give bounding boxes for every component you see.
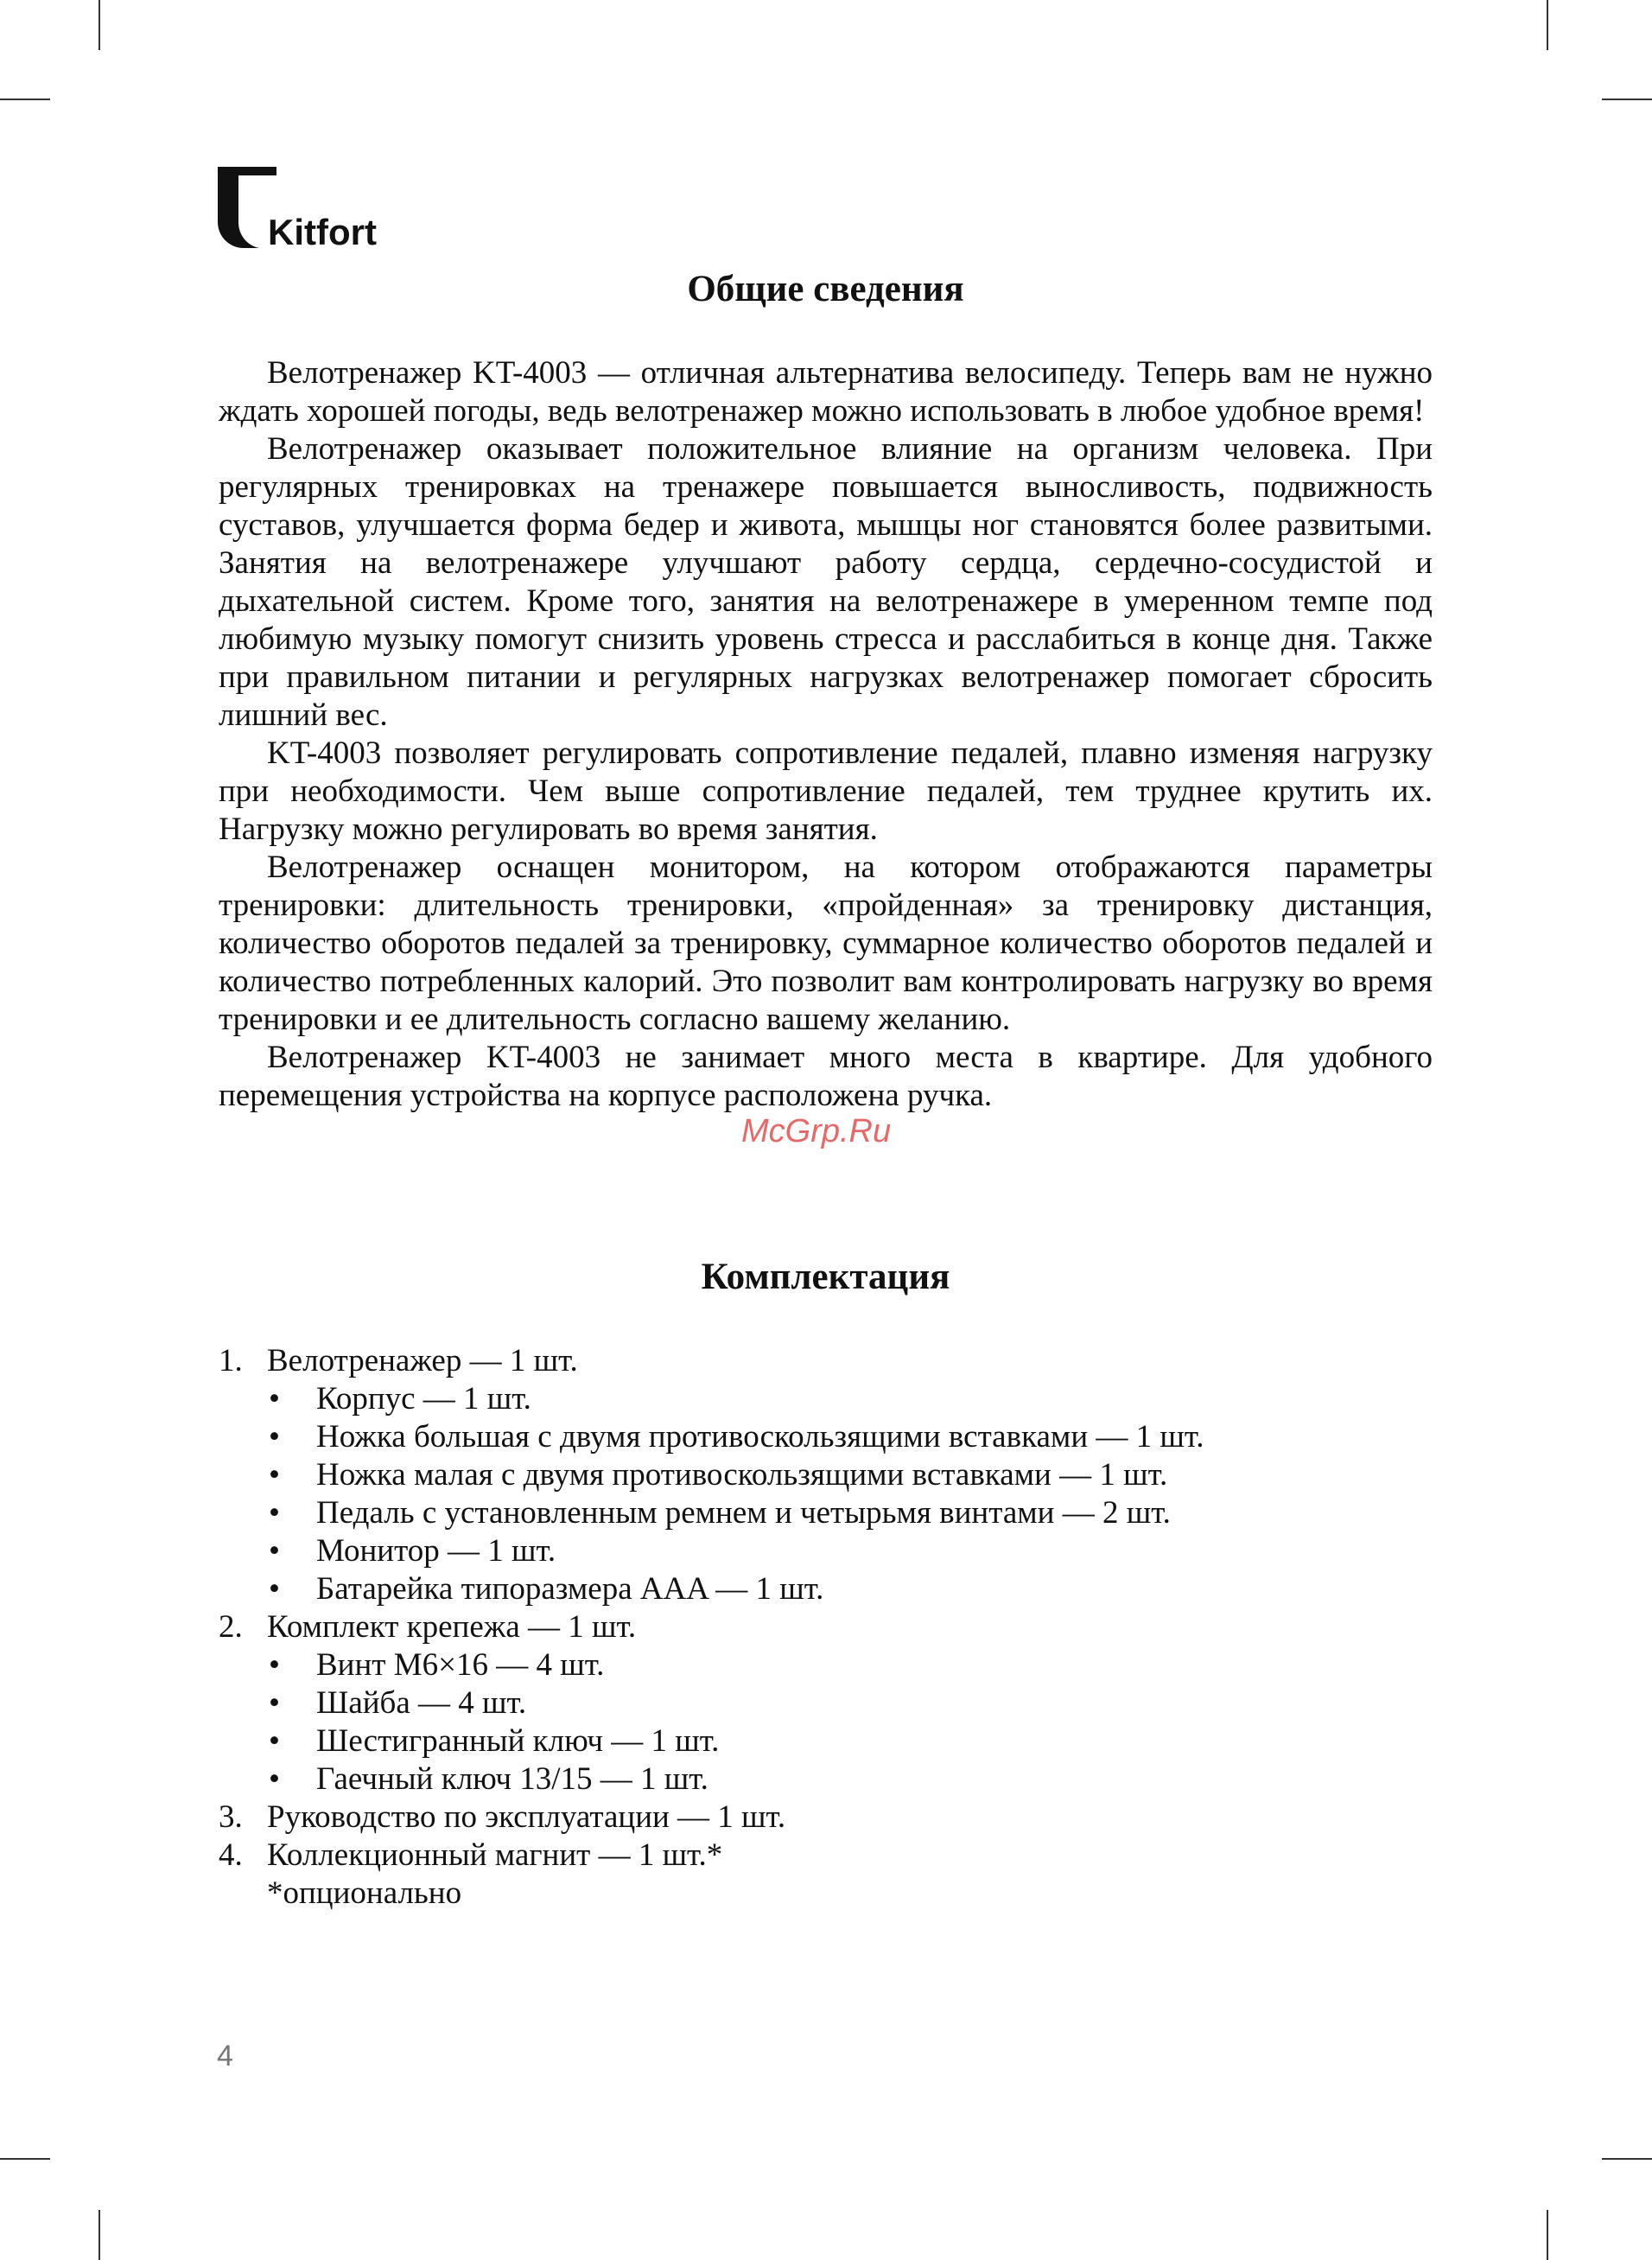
- crop-mark: [0, 99, 50, 100]
- list-subitem-text: Шайба — 4 шт.: [316, 1685, 527, 1721]
- page-number: 4: [217, 2040, 233, 2072]
- list-subitem-text: Корпус — 1 шт.: [316, 1381, 531, 1416]
- paragraph: Велотренажер KT-4003 — отличная альтернатива велосипеду. Теперь вам не нужно ждать хорошей погоды, ведь велотренажер можно использовать в любое удобное время!: [219, 355, 1433, 429]
- list-subitem: [219, 1570, 1433, 1608]
- section-title-contents: Комплектация: [701, 1257, 950, 1297]
- list-subitem-text: Гаечный ключ 13/15 — 1 шт.: [316, 1761, 708, 1797]
- watermark: McGrp.Ru: [741, 1113, 892, 1149]
- list-subitem: [219, 1380, 1433, 1418]
- list-item: [219, 1608, 1433, 1646]
- bullet: •: [269, 1571, 280, 1607]
- crop-mark: [98, 2210, 100, 2260]
- list-subitem-text: Шестигранный ключ — 1 шт.: [316, 1723, 720, 1759]
- paragraph: Велотренажер KT-4003 не занимает много места в квартире. Для удобного перемещения устройства на корпусе расположена ручка.: [219, 1040, 1433, 1113]
- list-subitem: [219, 1722, 1433, 1760]
- bullet: •: [269, 1685, 280, 1721]
- list-subitem-text: Монитор — 1 шт.: [316, 1533, 556, 1569]
- crop-mark: [98, 0, 100, 50]
- list-subitem: [219, 1532, 1433, 1570]
- crop-mark: [1547, 0, 1548, 50]
- list-item-text: Руководство по эксплуатации — 1 шт.: [267, 1799, 786, 1835]
- list-subitem: [219, 1760, 1433, 1798]
- paragraph: KT-4003 позволяет регулировать сопротивление педалей, плавно изменяя нагрузку при необходимости. Чем выше сопротивление педалей, тем труднее крутить их. Нагрузку можно регулировать во время занятия.: [219, 735, 1433, 847]
- list-subitem-text: Ножка малая с двумя противоскользящими вставками — 1 шт.: [316, 1457, 1168, 1493]
- list-number: 4.: [219, 1837, 243, 1873]
- crop-mark: [0, 2158, 50, 2160]
- bullet: •: [269, 1723, 280, 1759]
- list-subitem: [219, 1418, 1433, 1456]
- bullet: •: [269, 1533, 280, 1569]
- list-subitem: [219, 1456, 1433, 1494]
- crop-mark: [1602, 99, 1652, 100]
- bullet: •: [269, 1381, 280, 1416]
- list-item-text: Комплект крепежа — 1 шт.: [267, 1609, 637, 1645]
- list-subitem-text: Педаль с установленным ремнем и четырьмя винтами — 2 шт.: [316, 1495, 1171, 1531]
- list-number: 1.: [219, 1343, 243, 1378]
- list-subitem-text: Ножка большая с двумя противоскользящими вставками — 1 шт.: [316, 1419, 1204, 1455]
- paragraph: Велотренажер оснащен монитором, на котором отображаются параметры тренировки: длительность тренировки, «пройденная» за тренировку дистанция, количество оборотов педалей за тренировку, суммарное количество оборотов педалей и количество потребленных калорий. Это позволит вам контролировать нагрузку во время тренировки и ее длительность согласно вашему желанию.: [219, 850, 1433, 1037]
- crop-mark: [1547, 2210, 1548, 2260]
- list-subitem-text: Батарейка типоразмера AAA — 1 шт.: [316, 1571, 824, 1607]
- list-subitem-text: Винт M6×16 — 4 шт.: [316, 1647, 605, 1683]
- crop-mark: [1602, 2158, 1652, 2160]
- contents-list: [219, 1342, 1433, 1913]
- list-item-text: Велотренажер — 1 шт.: [267, 1343, 578, 1378]
- list-item-text: Коллекционный магнит — 1 шт.*: [267, 1837, 723, 1873]
- section-title-general: Общие сведения: [687, 269, 964, 309]
- general-info-body: [219, 354, 1433, 1115]
- list-subitem: [219, 1646, 1433, 1684]
- logo-text: Kitfort: [268, 212, 377, 252]
- list-item: [219, 1837, 1433, 1875]
- list-number: 3.: [219, 1799, 243, 1835]
- paragraph: Велотренажер оказывает положительное влияние на организм человека. При регулярных тренировках на тренажере повышается выносливость, подвижность суставов, улучшается форма бедер и живота, мышцы ног становятся более развитыми. Занятия на велотренажере улучшают работу сердца, сердечно-сосудистой и дыхательной систем. Кроме того, занятия на велотренажере в умеренном темпе под любимую музыку помогут снизить уровень стресса и расслабиться в конце дня. Также при правильном питании и регулярных нагрузках велотренажер помогает сбросить лишний вес.: [219, 431, 1433, 733]
- bullet: •: [269, 1419, 280, 1455]
- bullet: •: [269, 1495, 280, 1531]
- list-subitem: [219, 1494, 1433, 1532]
- list-number: 2.: [219, 1609, 243, 1645]
- bullet: •: [269, 1457, 280, 1493]
- list-subitem: [219, 1684, 1433, 1722]
- list-item: [219, 1342, 1433, 1380]
- kitfort-logo: [218, 167, 391, 252]
- list-item: [219, 1798, 1433, 1837]
- bullet: •: [269, 1761, 280, 1797]
- bullet: •: [269, 1647, 280, 1683]
- footnote: *опционально: [267, 1875, 462, 1911]
